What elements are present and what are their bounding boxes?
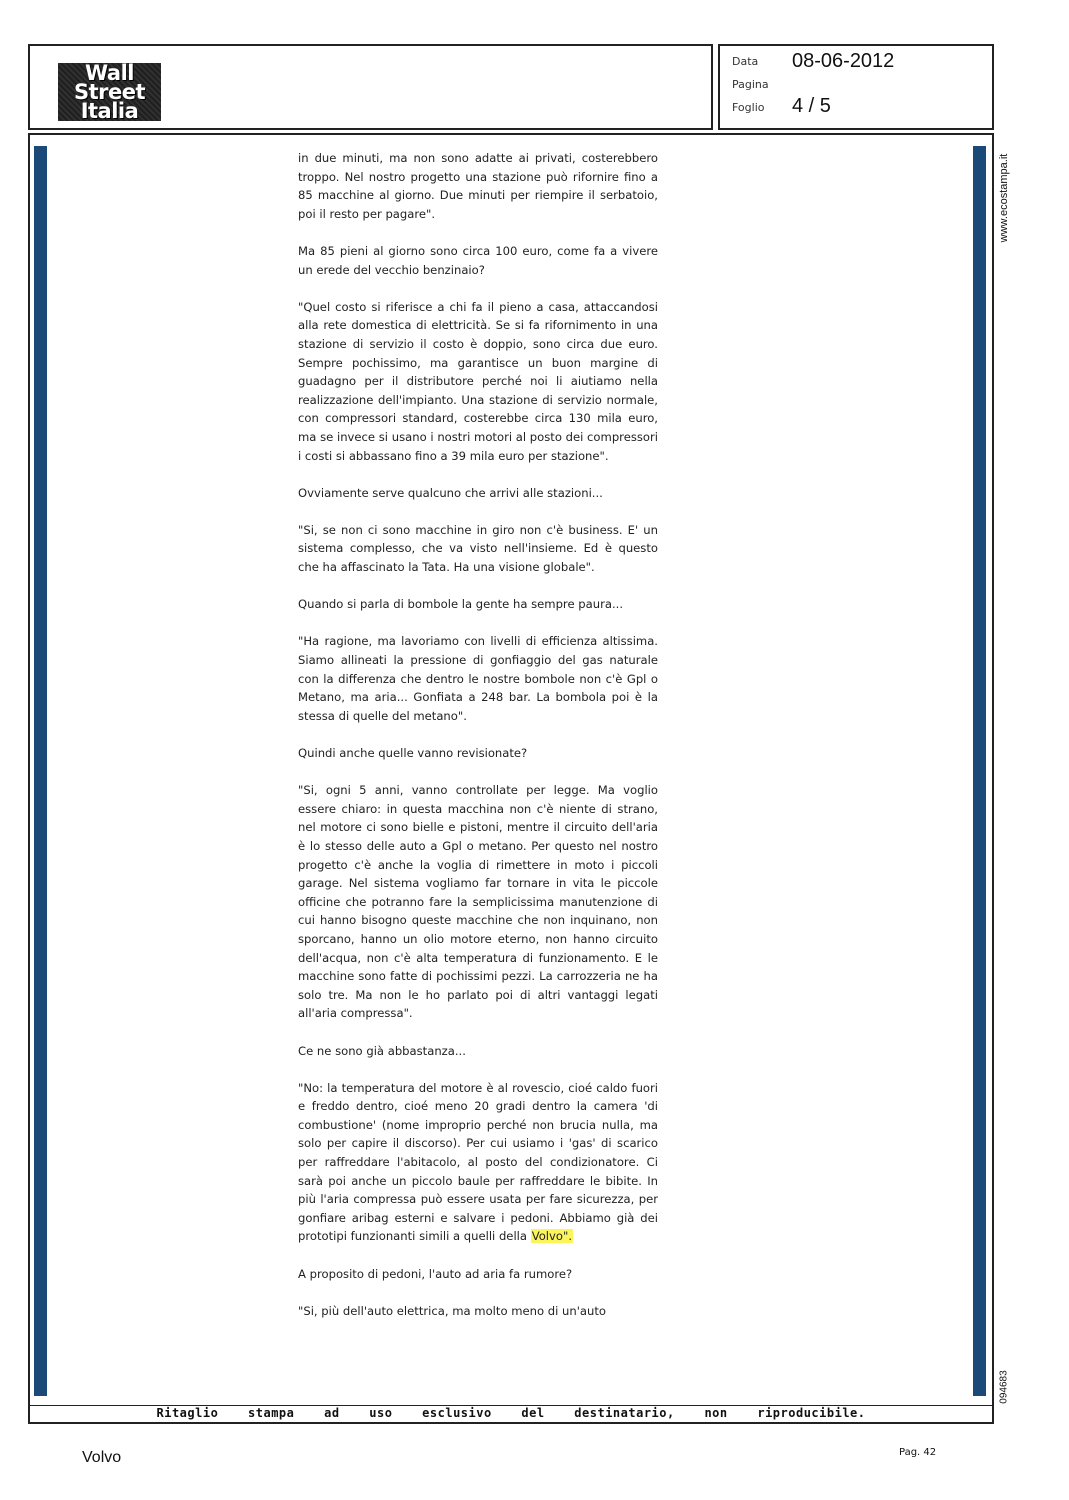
- paragraph: "No: la temperatura del motore è al rovescio, cioé caldo fuori e freddo dentro, cioé meno 20 gradi dentro la camera 'di combustione' (nome improprio perché non brucia nulla, ma solo per capire il discorso). Per cui usiamo i 'gas' di scarico per raffreddare l'abitacolo, al posto del condizionatore. Ci sarà poi anche un piccolo baule per raffreddare le bibite. In più l'aria compressa può essere usata per fare sicurezza, per gonfiare aribag esterni e salvare i pedoni. Abbiamo già dei prototipi funzionanti simili a quelli della Volvo".: [298, 1080, 658, 1244]
- paragraph: Quindi anche quelle vanno revisionate?: [298, 746, 528, 760]
- foglio-value: 4 / 5: [792, 95, 831, 117]
- ecostampa-url: www.ecostampa.it: [998, 153, 1010, 242]
- paragraph: "Si, più dell'auto elettrica, ma molto meno di un'auto: [298, 1303, 607, 1318]
- paragraph: A proposito di pedoni, l'auto ad aria fa rumore?: [298, 1266, 573, 1281]
- right-blue-bar: [973, 146, 986, 1396]
- header-left-box: [28, 44, 713, 130]
- wall-street-italia-logo: Wall Street Italia: [58, 63, 161, 121]
- paragraph: Ce ne sono già abbastanza...: [298, 1043, 466, 1058]
- paragraph: "Si, ogni 5 anni, vanno controllate per legge. Ma voglio essere chiaro: in questa macchina non c'è niente di strano, nel motore ci sono bielle e pistoni, mentre il circuito dell'aria è lo stesso delle auto a Gpl o metano. Per questo nel nostro progetto c'è anche la voglia di rimettere in moto i piccoli garage. Nel sistema vogliamo far tornare in vita le piccole officine che potranno fare la semplicissima manutenzione di cui hanno bisogno queste macchine che non inquinano, non sporcano, hanno un olio motore eterno, non hanno circuito dell'acqua, non c'è alta temperatura di funzionamento. E le macchine sono fatte di pochissimi pezzi. La carrozzeria ne ha solo tre. Ma non le ho parlato poi di altri vantaggi legati all'aria compressa".: [298, 783, 658, 1021]
- foglio-label: Foglio: [732, 101, 765, 114]
- paragraph: "Ha ragione, ma lavoriamo con livelli di efficienza altissima. Siamo allineati la pressione di gonfiaggio del gas naturale con la differenza che dentro le nostre bombole non c'è Gpl o Metano, ma aria... Gonfiata a 248 bar. La bombola poi è la stessa di quelle del metano".: [298, 634, 658, 723]
- clipping-code: 094683: [998, 1370, 1010, 1404]
- topic-label: Volvo: [82, 1449, 122, 1466]
- volvo-highlight: Volvo".: [531, 1229, 573, 1244]
- left-blue-bar: [34, 146, 47, 1396]
- paragraph: Ma 85 pieni al giorno sono circa 100 euro, come fa a vivere un erede del vecchio benzinaio?: [298, 243, 658, 277]
- reproduction-notice: Ritaglio stampa ad uso esclusivo del destinatario, non riproducibile.: [156, 1406, 866, 1420]
- paragraph: Ovviamente serve qualcuno che arrivi alle stazioni...: [298, 485, 603, 500]
- data-label: Data: [732, 55, 759, 68]
- article-body: [298, 149, 658, 1339]
- paragraph: "Si, se non ci sono macchine in giro non c'è business. E' un sistema complesso, che va visto nell'insieme. Ed è questo che ha affascinato la Tata. Ha una visione globale".: [298, 522, 658, 575]
- data-value: 08-06-2012: [792, 50, 895, 72]
- pagina-label: Pagina: [732, 78, 769, 91]
- page-number: Pag. 42: [899, 1447, 937, 1458]
- paragraph: Quando si parla di bombole la gente ha sempre paura...: [298, 597, 624, 612]
- paragraph: in due minuti, ma non sono adatte ai privati, costerebbero troppo. Nel nostro progetto una stazione può rifornire fino a 85 macchine al giorno. Due minuti per riempire il serbatoio, poi il resto per pagare".: [298, 151, 658, 221]
- header-meta-box: [718, 44, 994, 130]
- paragraph: "Quel costo si riferisce a chi fa il pieno a casa, attaccandosi alla rete domestica di elettricità. Se si fa rifornimento in una stazione di servizio il costo è doppio, sono circa due euro. Sempre pochissimo, ma garantisce un buon margine di guadagno per il distributore perché noi li aiutiamo nella realizzazione dell'impianto. Una stazione di servizio normale, con compressori standard, costerebbe circa 130 mila euro, ma se invece si usano i nostri motori al posto dei compressori i costi si abbassano fino a 39 mila euro per stazione".: [298, 299, 658, 463]
